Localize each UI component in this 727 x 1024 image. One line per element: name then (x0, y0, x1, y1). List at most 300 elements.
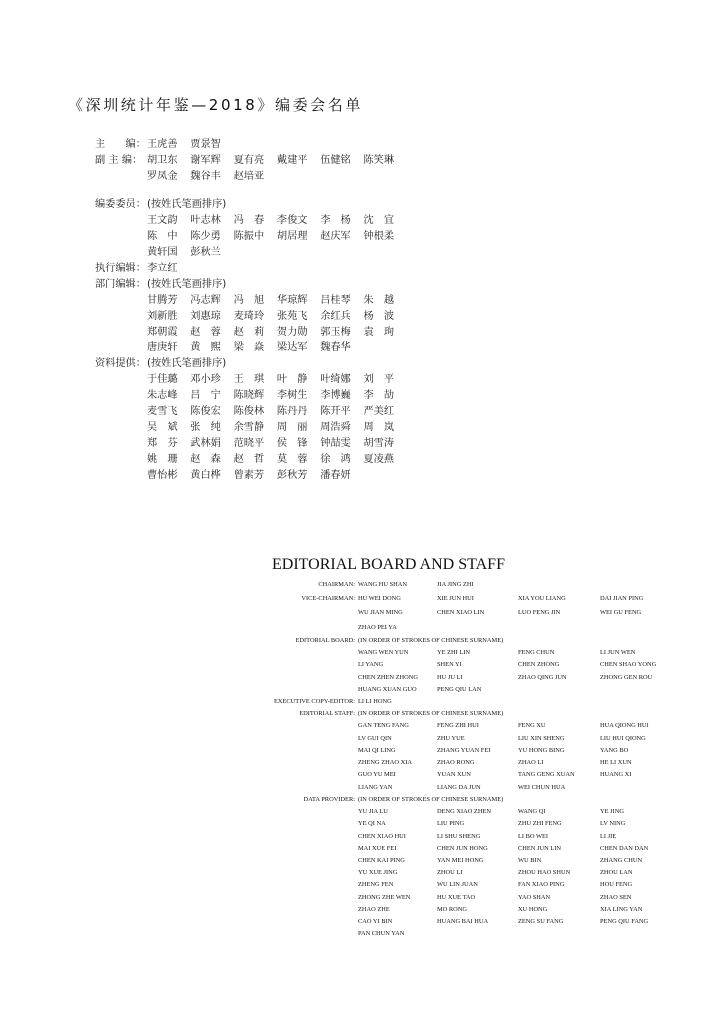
en-row (0, 683, 727, 695)
cn-person-name: 袁 珣 (363, 326, 395, 338)
cn-person-name: 叶 静 (276, 374, 308, 386)
en-name-row (358, 722, 680, 729)
en-person-name: DAI JIAN PING (600, 594, 644, 602)
en-name-row (358, 881, 680, 888)
cn-person-name: 张苑飞 (276, 310, 308, 322)
cn-person-name: 徐 鸿 (320, 453, 351, 465)
cn-person-name: 姚 珊 (147, 453, 178, 465)
cn-person-name: 甘腾芳 (147, 294, 178, 306)
cn-row (95, 433, 407, 449)
en-name-row (358, 869, 680, 876)
cn-person-name: 麦琦玲 (233, 310, 265, 322)
cn-row (95, 370, 407, 386)
cn-person-name: 魏谷丰 (190, 171, 221, 183)
en-person-name: YAN MEI HONG (437, 857, 484, 865)
en-person-name: YE ZHI LIN (437, 649, 471, 657)
cn-person-name: 陈振中 (233, 231, 265, 243)
en-person-name: PAN CHUN YAN (358, 930, 405, 938)
cn-order-note: (按姓氏笔画排序) (147, 278, 227, 290)
en-name-row (358, 759, 680, 766)
cn-person-name: 余红兵 (320, 310, 351, 322)
en-person-name: HU WEI DONG (358, 594, 401, 602)
cn-person-name: 叶绮娜 (320, 374, 351, 386)
cn-person-name: 贺力勋 (276, 326, 308, 338)
en-row (0, 606, 727, 620)
cn-role-label: 主 编： (95, 139, 146, 151)
en-role-label: EDITORIAL BOARD: (295, 636, 355, 644)
en-person-name: PENG QIU FANG (600, 918, 649, 926)
cn-person-name: 曾素芳 (233, 469, 265, 481)
en-person-name: WANG QI (518, 808, 546, 816)
cn-name-row (147, 243, 234, 258)
en-name-row (358, 661, 680, 668)
en-row (0, 903, 727, 915)
cn-person-name: 胡雪涛 (363, 437, 395, 449)
en-person-name: HUANG BAI HUA (437, 918, 489, 926)
en-person-name: ZHAO LI (518, 759, 544, 767)
en-person-name: XIA LING YAN (600, 905, 643, 913)
en-person-name: PENG QIU LAN (437, 685, 482, 693)
cn-person-name: 王 琪 (233, 374, 265, 386)
en-person-name: LIU HUI QIONG (600, 734, 646, 742)
cn-role-section (95, 195, 407, 259)
en-person-name: YU XUE JING (358, 869, 398, 877)
cn-row (95, 354, 407, 370)
en-person-name: LIANG YAN (358, 783, 393, 791)
en-person-name: YANG BO (600, 746, 629, 754)
en-row (0, 891, 727, 903)
en-person-name: ZHU YUE (437, 734, 465, 742)
en-person-name: LV NING (600, 820, 626, 828)
en-name-row (358, 649, 680, 656)
en-person-name: GAN TENG FANG (358, 722, 409, 730)
cn-person-name: 范晓平 (233, 437, 265, 449)
en-person-name: ZHONG GEN ROU (600, 673, 653, 681)
cn-name-row (147, 434, 407, 449)
cn-person-name: 赵 森 (190, 453, 221, 465)
en-row (0, 879, 727, 891)
en-name-row (358, 845, 680, 852)
en-row (0, 634, 727, 646)
cn-person-name: 唐庚轩 (147, 342, 178, 354)
en-row (0, 708, 727, 720)
en-person-name: ZHENG ZHAO XIA (358, 759, 412, 767)
en-person-name: CHEN DAN DAN (600, 844, 649, 852)
cn-person-name: 吕 宁 (190, 390, 221, 402)
cn-name-row (147, 386, 407, 401)
en-row (0, 867, 727, 879)
en-person-name: MAI XUE FEI (358, 844, 397, 852)
cn-person-name: 胡居理 (276, 231, 308, 243)
en-name-row (358, 735, 680, 742)
cn-person-name: 黄 熙 (190, 342, 221, 354)
en-person-name: YUAN XUN (437, 771, 471, 779)
en-role-section (0, 634, 727, 695)
cn-person-name: 黄白桦 (190, 469, 221, 481)
cn-name-row (147, 135, 234, 150)
cn-role-label: 副 主 编： (95, 155, 143, 167)
cn-person-name: 李立红 (147, 262, 178, 274)
en-person-name: CHEN ZHONG (518, 661, 560, 669)
en-order-note: (IN ORDER OF STROKES OF CHINESE SURNAME) (358, 795, 504, 803)
en-person-name: DENG XIAO ZHEN (437, 808, 491, 816)
cn-person-name: 胡卫东 (147, 155, 178, 167)
en-person-name: WEI GU FENG (600, 609, 642, 617)
cn-role-label: 执行编辑： (95, 262, 146, 274)
cn-row (95, 211, 407, 227)
en-person-name: CHEN ZHEN ZHONG (358, 673, 418, 681)
en-order-note: (IN ORDER OF STROKES OF CHINESE SURNAME) (358, 636, 504, 644)
en-row (0, 577, 727, 591)
cn-person-name: 刘 平 (363, 374, 395, 386)
en-name-row (358, 918, 680, 925)
en-row (0, 671, 727, 683)
en-role-section (0, 793, 727, 940)
cn-person-name: 陈少勇 (190, 231, 221, 243)
en-person-name: HUA QIONG HUI (600, 722, 649, 730)
en-row (0, 659, 727, 671)
cn-person-name: 王虎善 (147, 139, 178, 151)
cn-row (95, 386, 407, 402)
cn-person-name: 冯 春 (233, 215, 265, 227)
en-name-row (358, 698, 437, 705)
en-name-row (358, 820, 680, 827)
cn-person-name: 麦雪飞 (147, 405, 178, 417)
cn-name-row (147, 338, 363, 353)
en-person-name: YU HONG BING (518, 746, 565, 754)
en-person-name: WANG WEN YUN (358, 649, 409, 657)
en-name-row (358, 674, 680, 681)
cn-person-name: 谢军辉 (190, 155, 221, 167)
en-name-row (358, 833, 680, 840)
cn-person-name: 梁 焱 (233, 342, 265, 354)
en-person-name: ZHAO ZHE (358, 905, 390, 913)
cn-role-section (95, 274, 407, 353)
en-row (0, 793, 727, 805)
cn-person-name: 梁达军 (276, 342, 308, 354)
cn-row (95, 322, 407, 338)
cn-person-name: 叶志林 (190, 215, 221, 227)
cn-person-name: 陈开平 (320, 405, 351, 417)
en-person-name: MAI QI LING (358, 746, 396, 754)
en-role-section (0, 708, 727, 794)
en-person-name: ZHANG CHUN (600, 857, 643, 865)
en-person-name: TANG GENG XUAN (518, 771, 575, 779)
cn-person-name: 陈笑琳 (363, 155, 395, 167)
cn-person-name: 冯 旭 (233, 294, 265, 306)
en-name-row (358, 747, 680, 754)
cn-person-name: 贾景智 (190, 139, 221, 151)
en-person-name: XIA YOU LIANG (518, 594, 566, 602)
cn-name-row (147, 450, 407, 465)
cn-row (95, 465, 407, 481)
cn-person-name: 李 劼 (363, 390, 395, 402)
cn-person-name: 陈丹丹 (276, 405, 308, 417)
en-row (0, 732, 727, 744)
en-role-section (0, 591, 727, 634)
page-title: 《深圳统计年鉴—2018》编委会名单 (68, 96, 363, 114)
en-row (0, 620, 727, 634)
cn-person-name: 朱 越 (363, 294, 395, 306)
cn-person-name: 朱志峰 (147, 390, 178, 402)
cn-row (95, 338, 407, 354)
cn-person-name: 华琼辉 (276, 294, 308, 306)
en-row (0, 744, 727, 756)
en-person-name: YE JING (600, 808, 624, 816)
en-role-label: VICE-CHAIRMAN: (301, 594, 355, 602)
cn-person-name: 邓小珍 (190, 374, 221, 386)
cn-person-name: 张 纯 (190, 421, 221, 433)
en-name-row (358, 595, 680, 602)
en-person-name: HOU FENG (600, 881, 633, 889)
en-person-name: HUANG XI (600, 771, 632, 779)
en-person-name: YE QI NA (358, 820, 386, 828)
cn-role-section (95, 259, 407, 275)
en-name-row (358, 906, 680, 913)
en-person-name: WU LIN JUAN (437, 881, 478, 889)
cn-order-note: (按姓氏笔画排序) (147, 358, 227, 370)
cn-person-name: 王文韵 (147, 215, 178, 227)
en-person-name: LI JIE (600, 832, 617, 840)
cn-person-name: 李博巍 (320, 390, 351, 402)
cn-person-name: 武林娟 (190, 437, 221, 449)
cn-row (95, 243, 407, 259)
en-row (0, 781, 727, 793)
en-person-name: WU JIAN MING (358, 609, 403, 617)
cn-role-section (95, 354, 407, 481)
en-person-name: ZHANG YUAN FEI (437, 746, 491, 754)
en-row (0, 757, 727, 769)
en-role-label: CHAIRMAN: (318, 580, 355, 588)
en-person-name: FENG XU (518, 722, 546, 730)
cn-person-name: 戴建平 (276, 155, 308, 167)
cn-order-note: (按姓氏笔画排序) (147, 199, 227, 211)
en-person-name: ZHAO PEI YA (358, 623, 397, 631)
cn-person-name: 彭秋兰 (190, 247, 221, 259)
cn-person-name: 冯志辉 (190, 294, 221, 306)
cn-name-row (147, 418, 407, 433)
en-person-name: LI YANG (358, 661, 384, 669)
cn-person-name: 钟根柔 (363, 231, 395, 243)
cn-person-name: 陈晓辉 (233, 390, 265, 402)
cn-person-name: 侯 锋 (276, 437, 308, 449)
en-person-name: YU JIA LU (358, 808, 388, 816)
cn-person-name: 李俊文 (276, 215, 308, 227)
cn-row (95, 135, 407, 151)
cn-row (95, 274, 407, 290)
cn-role-section (95, 135, 407, 151)
cn-row (95, 195, 407, 211)
cn-person-name: 严美红 (363, 405, 395, 417)
en-row (0, 818, 727, 830)
cn-person-name: 周浩舜 (320, 421, 351, 433)
en-person-name: YAO SHAN (518, 893, 551, 901)
cn-person-name: 赵庆军 (320, 231, 351, 243)
cn-person-name: 于佳璐 (147, 374, 178, 386)
en-person-name: LI SHU SHENG (437, 832, 481, 840)
en-name-row (358, 857, 680, 864)
cn-name-row (147, 402, 407, 417)
cn-row (95, 259, 407, 275)
cn-person-name: 周 岚 (363, 421, 395, 433)
cn-row (95, 417, 407, 433)
en-name-row (358, 808, 680, 815)
cn-person-name: 陈 中 (147, 231, 178, 243)
en-person-name: HU JU LI (437, 673, 463, 681)
en-name-row (358, 581, 518, 588)
cn-person-name: 郑朝霞 (147, 326, 178, 338)
cn-person-name: 伍健铭 (320, 155, 351, 167)
cn-role-section (95, 151, 407, 183)
en-row (0, 695, 727, 707)
cn-name-row (147, 307, 407, 322)
en-person-name: LV GUI QIN (358, 734, 392, 742)
en-person-name: FENG CHUN (518, 649, 555, 657)
en-person-name: ZHOU LI (437, 869, 463, 877)
cn-person-name: 陈俊林 (233, 405, 265, 417)
en-person-name: CHEN SHAO YONG (600, 661, 657, 669)
en-name-row (358, 894, 680, 901)
cn-row (95, 290, 407, 306)
en-name-row (358, 609, 680, 616)
cn-row (95, 227, 407, 243)
en-person-name: WU BIN (518, 857, 542, 865)
en-person-name: LIU XIN SHENG (518, 734, 565, 742)
cn-name-row (147, 167, 277, 182)
cn-row (95, 151, 407, 167)
cn-row (95, 306, 407, 322)
cn-name-row (147, 466, 363, 481)
en-person-name: CAO YI BIN (358, 918, 393, 926)
cn-person-name: 刘惠琼 (190, 310, 221, 322)
en-row (0, 805, 727, 817)
cn-person-name: 曹怡彬 (147, 469, 178, 481)
en-person-name: ZENG SU FANG (518, 918, 564, 926)
en-person-name: LI LI HONG (358, 697, 392, 705)
cn-person-name: 余雪静 (233, 421, 265, 433)
en-person-name: LI JUN WEN (600, 649, 636, 657)
en-person-name: ZHONG ZHE WEN (358, 893, 411, 901)
en-person-name: WEI CHUN HUA (518, 783, 566, 791)
cn-person-name: 赵 哲 (233, 453, 265, 465)
en-person-name: HE LI XUN (600, 759, 632, 767)
cn-person-name: 郭玉梅 (320, 326, 351, 338)
english-heading: EDITORIAL BOARD AND STAFF (272, 556, 505, 573)
cn-role-label: 资料提供： (95, 358, 146, 370)
en-person-name: CHEN XIAO HUI (358, 832, 406, 840)
en-person-name: JIA JING ZHI (437, 580, 474, 588)
en-row (0, 646, 727, 658)
cn-person-name: 魏春华 (320, 342, 351, 354)
en-row (0, 830, 727, 842)
en-name-row (358, 686, 518, 693)
en-name-row (358, 930, 437, 937)
en-role-section (0, 695, 727, 707)
en-row (0, 720, 727, 732)
en-person-name: HU XUE TAO (437, 893, 476, 901)
en-person-name: FENG ZHI HUI (437, 722, 479, 730)
cn-person-name: 吕桂琴 (320, 294, 351, 306)
en-role-section (0, 577, 727, 591)
en-person-name: ZHAO SEN (600, 893, 632, 901)
en-person-name: ZHU ZHI FENG (518, 820, 562, 828)
en-role-label: DATA PROVIDER: (303, 795, 355, 803)
cn-name-row (147, 211, 407, 226)
en-role-label: EXECUTIVE COPY-EDITOR: (273, 697, 355, 705)
cn-person-name: 赵培亚 (233, 171, 265, 183)
en-person-name: WANG HU SHAN (358, 580, 407, 588)
cn-name-row (147, 323, 407, 338)
cn-row (95, 449, 407, 465)
en-person-name: FAN XIAO PING (518, 881, 565, 889)
en-person-name: LIANG DA JUN (437, 783, 481, 791)
en-person-name: HUANG XUAN GUO (358, 685, 417, 693)
cn-name-row (147, 370, 407, 385)
cn-person-name: 吴 斌 (147, 421, 178, 433)
en-order-note: (IN ORDER OF STROKES OF CHINESE SURNAME) (358, 710, 504, 718)
cn-name-row (147, 151, 407, 166)
en-person-name: MO RONG (437, 905, 468, 913)
cn-person-name: 赵 莉 (233, 326, 265, 338)
cn-person-name: 李 杨 (320, 215, 351, 227)
en-row (0, 769, 727, 781)
en-person-name: XU HONG (518, 905, 548, 913)
en-row (0, 916, 727, 928)
cn-name-row (147, 227, 407, 242)
en-person-name: SHEN YI (437, 661, 462, 669)
en-person-name: ZHENG FEN (358, 881, 394, 889)
en-person-name: ZHOU HAO SHUN (518, 869, 571, 877)
en-person-name: LUO FENG JIN (518, 609, 561, 617)
cn-person-name: 莫 蓉 (276, 453, 308, 465)
cn-person-name: 沈 宜 (363, 215, 395, 227)
en-person-name: XIE JUN HUI (437, 594, 474, 602)
cn-person-name: 彭秋芳 (276, 469, 308, 481)
en-name-row (358, 771, 680, 778)
en-person-name: LI BO WEI (518, 832, 549, 840)
en-person-name: ZHOU LAN (600, 869, 633, 877)
cn-row (95, 167, 407, 183)
cn-person-name: 刘新胜 (147, 310, 178, 322)
en-row (0, 842, 727, 854)
en-role-label: EDITORIAL STAFF: (299, 710, 355, 718)
cn-row (95, 402, 407, 418)
english-editorial-list (0, 577, 727, 940)
cn-role-label: 编委委员： (95, 199, 146, 211)
en-name-row (358, 624, 437, 631)
cn-person-name: 杨 波 (363, 310, 395, 322)
en-person-name: CHEN XIAO LIN (437, 609, 485, 617)
cn-person-name: 夏凌燕 (363, 453, 395, 465)
cn-person-name: 赵 蓉 (190, 326, 221, 338)
cn-name-row (147, 291, 407, 306)
cn-person-name: 黄轩国 (147, 247, 178, 259)
cn-person-name: 罗凤金 (147, 171, 178, 183)
en-person-name: CHEN JUN LIN (518, 844, 561, 852)
cn-name-row (147, 259, 190, 274)
cn-person-name: 钟喆雯 (320, 437, 351, 449)
en-person-name: CHEN KAI PING (358, 857, 405, 865)
en-person-name: CHEN JUN HONG (437, 844, 488, 852)
en-row (0, 854, 727, 866)
en-row (0, 928, 727, 940)
cn-person-name: 李树生 (276, 390, 308, 402)
cn-role-label: 部门编辑： (95, 278, 146, 290)
en-person-name: ZHAO QING JUN (518, 673, 567, 681)
en-person-name: LIU PING (437, 820, 465, 828)
chinese-editorial-list (95, 135, 407, 481)
cn-person-name: 夏有亮 (233, 155, 265, 167)
